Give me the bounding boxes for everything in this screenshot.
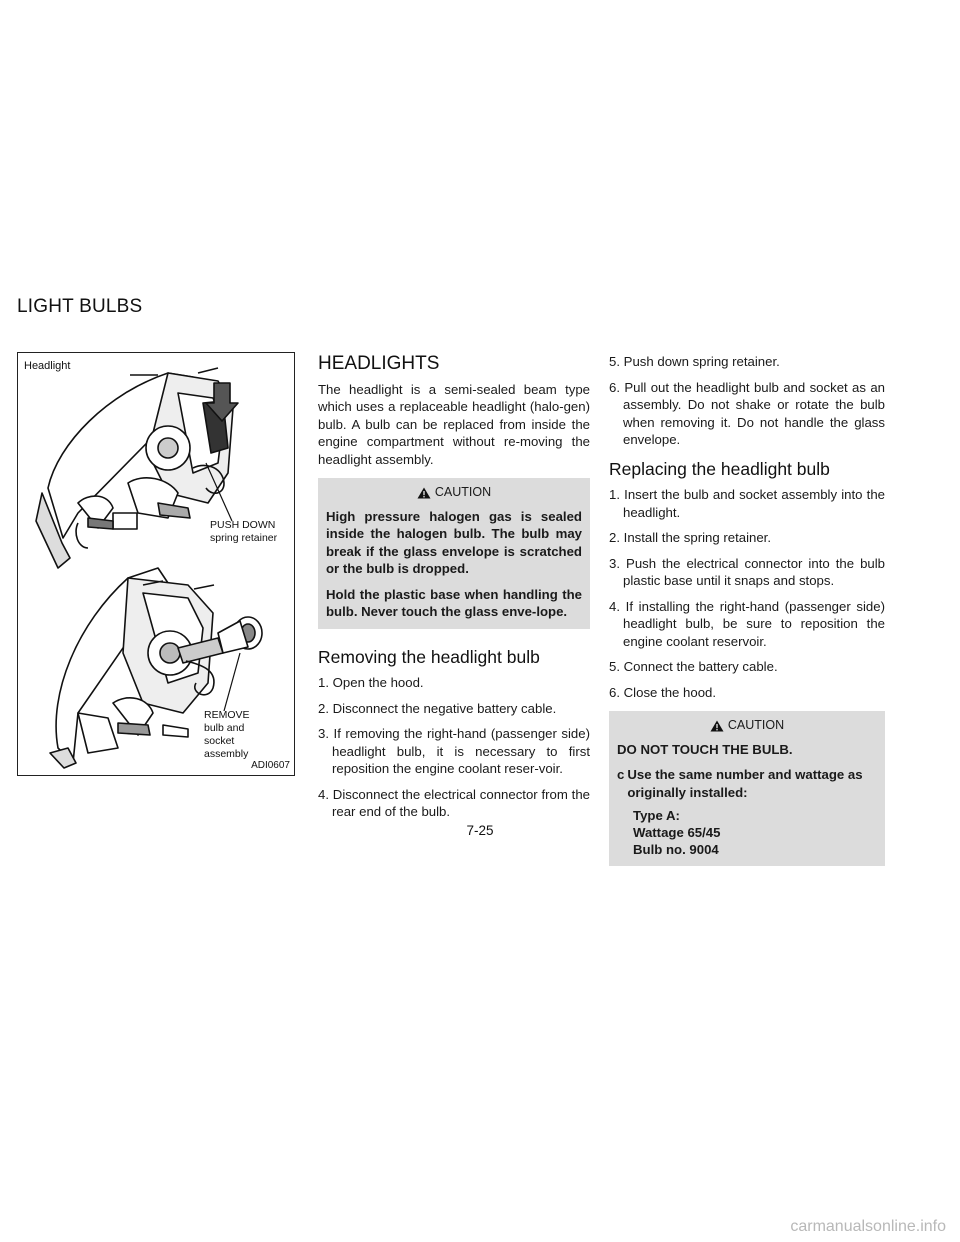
right-column xyxy=(609,352,885,878)
bullet-glyph: c xyxy=(617,767,625,782)
spec-bulb-number: Bulb no. 9004 xyxy=(633,842,719,857)
replacing-step: 2. Install the spring retainer. xyxy=(609,530,772,545)
figure-code: ADI0607 xyxy=(251,760,290,771)
page-number: 7-25 xyxy=(466,823,494,838)
caution-text-2: Hold the plastic base when handling the bulb. Never touch the glass enve-lope. xyxy=(326,586,582,619)
middle-column xyxy=(318,352,590,829)
caution-bullet xyxy=(617,766,877,801)
replacing-step: 5. Connect the battery cable. xyxy=(609,659,778,674)
spec-type: Type A: xyxy=(633,808,680,823)
caution-title-text: CAUTION xyxy=(434,485,492,499)
removing-step: 5. Push down spring retainer. xyxy=(609,354,780,369)
replacing-step: 6. Close the hood. xyxy=(609,684,717,700)
removing-step: 2. Disconnect the negative battery cable. xyxy=(318,700,557,716)
figure-label-remove: REMOVE bulb and socket assembly xyxy=(204,709,250,760)
removing-heading: Removing the headlight bulb xyxy=(318,646,540,667)
replacing-heading: Replacing the headlight bulb xyxy=(609,458,830,479)
caution-title xyxy=(617,717,877,735)
figure-label-push-down: PUSH DOWN spring retainer xyxy=(210,519,278,544)
caution-box-halogen xyxy=(318,478,590,629)
removing-step: 4. Disconnect the electrical connector from the rear end of the bulb. xyxy=(318,786,590,819)
headlight-illustration xyxy=(18,353,295,776)
caution-text-1: High pressure halogen gas is sealed inside the halogen bulb. The bulb may break if the glass envelope is scratched or the bulb is dropped. xyxy=(326,508,582,576)
replacing-step: 3. Push the electrical connector into the bulb plastic base until it snaps and stops. xyxy=(609,555,885,588)
headlights-heading: HEADLIGHTS xyxy=(318,353,440,374)
spec-wattage: Wattage 65/45 xyxy=(633,825,721,840)
warning-icon xyxy=(710,720,724,732)
headlights-intro: The headlight is a semi-sealed beam type which uses a replaceable headlight (halo-gen) bulb. A bulb can be replaced from inside the engine compartment without re-moving the headlight assembly. xyxy=(318,381,590,467)
figure-title: Headlight xyxy=(24,360,71,372)
replacing-step: 4. If installing the right-hand (passenger side) headlight bulb, be sure to reposition the engine coolant reservoir. xyxy=(609,598,885,649)
caution-line-wattage: Use the same number and wattage as originally installed: xyxy=(627,767,863,800)
warning-icon xyxy=(417,487,431,499)
replacing-step: 1. Insert the bulb and socket assembly into the headlight. xyxy=(609,487,885,520)
caution-line-do-not-touch: DO NOT TOUCH THE BULB. xyxy=(617,741,793,757)
watermark: carmanualsonline.info xyxy=(790,1218,946,1235)
removing-step: 6. Pull out the headlight bulb and socket as an assembly. Do not shake or rotate the bulb when removing it. Do not handle the glass envelope. xyxy=(609,379,885,447)
section-title: LIGHT BULBS xyxy=(17,296,143,317)
headlight-figure xyxy=(17,352,295,776)
caution-box-bulb xyxy=(609,711,885,866)
caution-title-text: CAUTION xyxy=(727,718,785,732)
removing-step: 1. Open the hood. xyxy=(318,675,424,690)
removing-step: 3. If removing the right-hand (passenger side) headlight bulb, it is necessary to first reposition the engine coolant reser-voir. xyxy=(318,726,590,776)
caution-title xyxy=(326,484,582,502)
